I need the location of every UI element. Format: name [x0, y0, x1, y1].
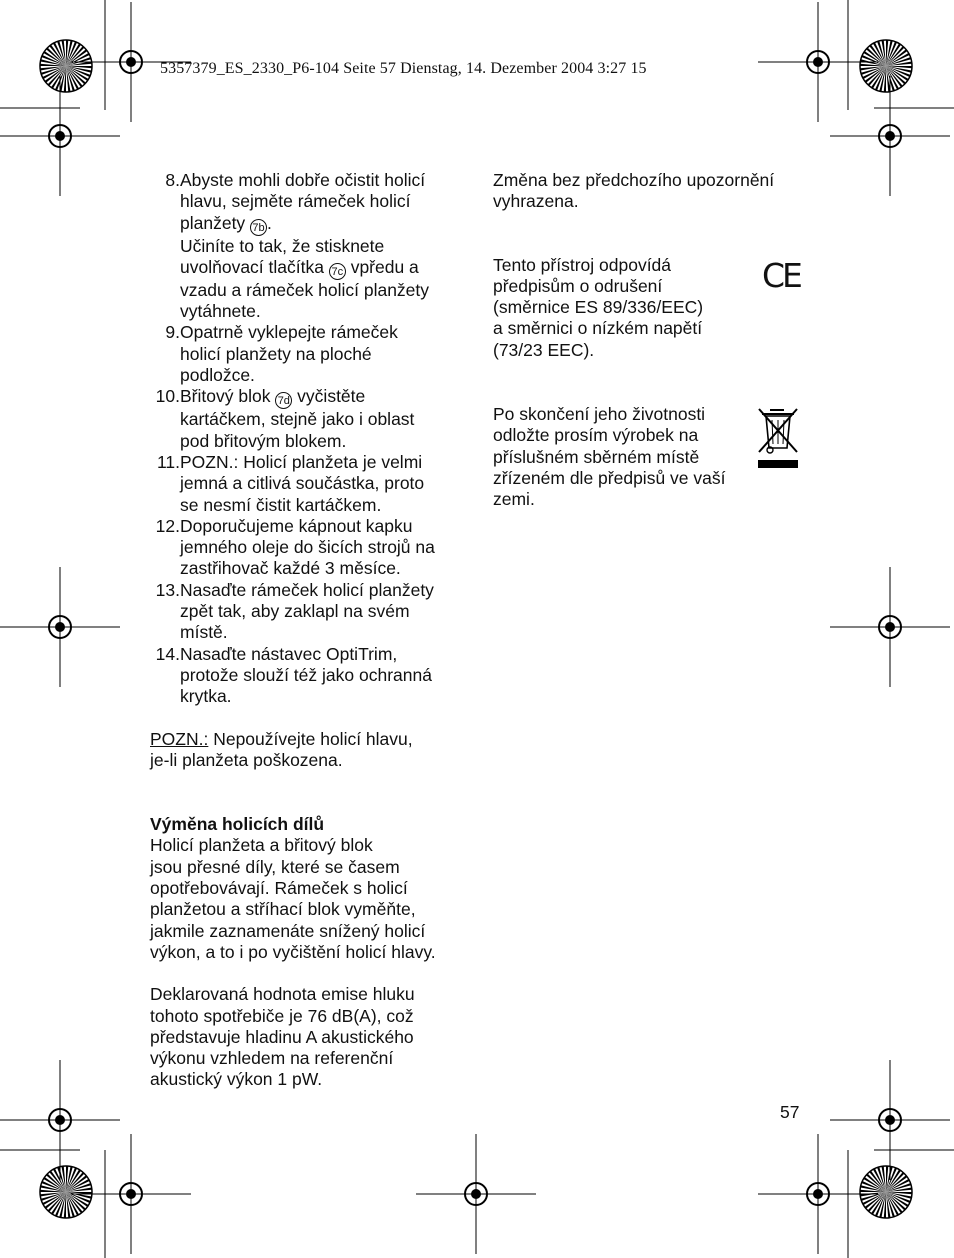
print-header: 5357379_ES_2330_P6-104 Seite 57 Dienstag, 14. Dezember 2004 3:27 15: [160, 60, 647, 77]
step-text: Doporučujeme kápnout kapku jemného oleje do šicích strojů na zastřihovač každé 3 měsíce.: [180, 515, 435, 579]
list-item: [150, 322, 462, 386]
step-number: 11.: [156, 451, 180, 472]
ce-mark-icon: [762, 258, 802, 294]
list-item: [150, 580, 462, 644]
step-number: 12.: [155, 515, 180, 536]
list-item: [150, 386, 462, 452]
step-number: 13.: [155, 579, 180, 600]
disposal-text: Po skončení jeho životnosti odložte prosím výrobek na příslušném sběrném místě zřízeném dle předpisů ve vaší zemi.: [493, 404, 726, 510]
step-text-part: . Učiníte to tak, že stisknete uvolňovací tlačítka: [180, 212, 385, 277]
reference-marker: 7d: [275, 392, 292, 409]
note-text: Nepoužívejte holicí hlavu, je-li planžeta poškozena.: [150, 728, 413, 770]
section-heading: Výměna holicích dílů: [150, 814, 325, 835]
reference-marker: 7b: [250, 219, 267, 236]
noise-paragraph: Deklarovaná hodnota emise hluku tohoto spotřebiče je 76 dB(A), což představuje hladinu A akustického výkonu vzhledem na referenční akustický výkon 1 pW.: [150, 984, 415, 1090]
page-number: 57: [780, 1102, 800, 1122]
note-label: POZN.:: [150, 728, 209, 749]
step-text-part: Abyste mohli dobře očistit holicí hlavu, sejměte rámeček holicí planžety: [180, 170, 426, 233]
change-notice: Změna bez předchozího upozornění vyhrazena.: [493, 170, 775, 212]
ce-mark-label: CE: [762, 256, 800, 295]
step-text-part: vyčistěte kartáčkem, stejně jako i oblast pod břitovým blokem.: [180, 386, 415, 451]
step-text: Nasaďte nástavec OptiTrim, protože slouží též jako ochranná krytka.: [180, 643, 432, 707]
list-item: [150, 452, 462, 516]
replacement-text: Holicí planžeta a břitový blok jsou přesné díly, které se časem opotřebovávají. Rámeček s holicí planžetou a stříhací blok vyměňte, jakmile zaznamenáte snížený holicí výkon, a to i po vyčištění holicí hlavy.: [150, 835, 436, 962]
step-text: POZN.: Holicí planžeta je velmi jemná a citlivá součástka, proto se nesmí čistit kartáčkem.: [180, 451, 425, 515]
step-text: Nasaďte rámeček holicí planžety zpět tak, aby zaklapl na svém místě.: [180, 579, 434, 643]
weee-bin-icon: [756, 406, 800, 470]
step-number: 9.: [165, 322, 180, 343]
step-text-part: vpředu a vzadu a rámeček holicí planžety vytáhnete.: [180, 256, 430, 322]
cleaning-steps: [150, 170, 462, 708]
list-item: [150, 170, 462, 322]
left-column: [150, 170, 462, 1091]
ce-compliance-text: Tento přístroj odpovídá předpisům o odrušení (směrnice ES 89/336/EEC) a směrnici o nízkém napětí (73/23 EEC).: [493, 254, 704, 360]
note-paragraph: [150, 729, 462, 772]
step-number: 8.: [165, 170, 180, 190]
step-number: 10.: [155, 386, 180, 407]
step-text: [180, 386, 462, 452]
reference-marker: 7c: [329, 263, 346, 280]
step-text: Opatrně vyklepejte rámeček holicí planžety na ploché podložce.: [180, 322, 398, 386]
list-item: [150, 644, 462, 708]
step-number: 14.: [155, 643, 180, 664]
step-text: [180, 170, 462, 322]
replacement-section: [150, 814, 462, 963]
step-text-part: Břitový blok: [180, 386, 276, 407]
list-item: [150, 516, 462, 580]
